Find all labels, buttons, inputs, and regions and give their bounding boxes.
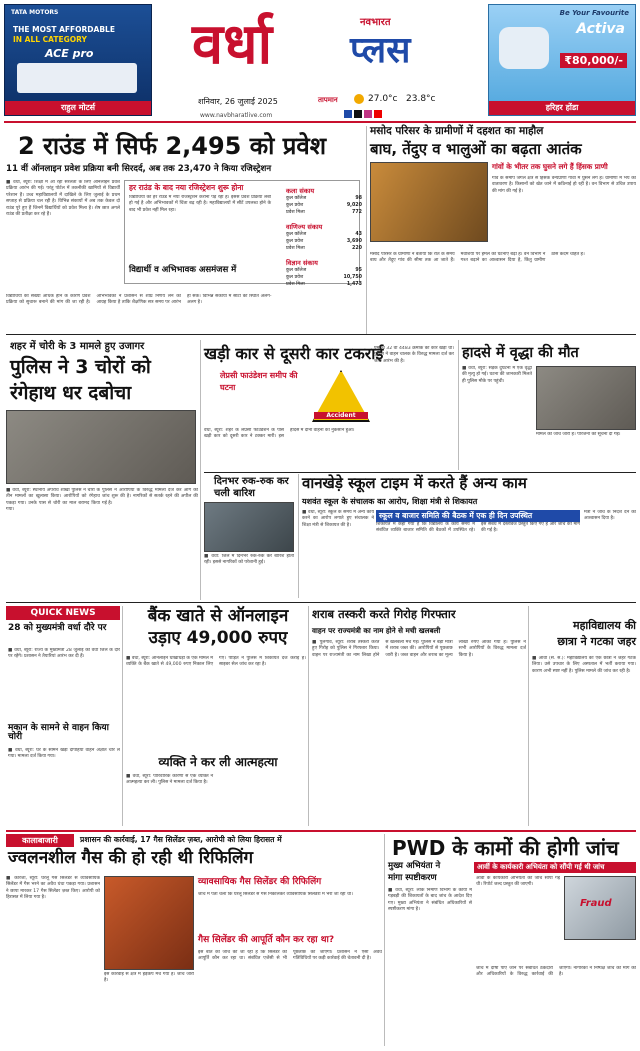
stat-value: 95 (355, 268, 362, 273)
masthead-title (160, 6, 470, 86)
column-divider (200, 340, 201, 600)
right-top-headline1: मसोद परिसर के ग्रामीणों में दहशत का माहौल (370, 125, 544, 137)
wankhede-headline: वानखेड़े स्कूल टाइम में करते हैं अन्य काम (302, 474, 527, 492)
kalabazari-sub2: गैस सिलेंडर की आपूर्ति कौन कर रहा था? (198, 935, 335, 945)
truck-photo (204, 502, 294, 552)
masthead-title-nav: नवभारत (360, 17, 391, 28)
stat-row (286, 281, 362, 288)
lead-quote: विद्यार्थी व अभिभावक असमंजस में (129, 265, 237, 275)
right-top-headline2: बाघ, तेंदुए व भालुओं का बढ़ता आतंक (370, 140, 582, 158)
ad-left[interactable] (4, 4, 152, 116)
mahavidyalaya-headline1: महाविद्यालय की (573, 619, 636, 632)
kalabazari-sub1-body: जांच में पता चला कि घरेलू सिलेंडर से गैस निकालकर व्यावसायिक सिलेंडरों में भरी जा रही थी। (198, 892, 353, 897)
instagram-icon[interactable] (364, 110, 372, 118)
hadse-headline: हादसे में वृद्धा की मौत (462, 345, 579, 361)
pwd-body3: जांच में दोषी पाए जाने पर संबंधित ठेकेदारों और अधिकारियों के विरुद्ध कार्रवाई की जाएगी। नागरिकों ने निष्पक्ष जांच की मांग की है। (476, 966, 636, 978)
right-top-sub: गांवों के भीतर तक घुसने लगे हैं हिंसक प्राणी (492, 162, 608, 171)
kalabazari-sub1: व्यावसायिक गैस सिलेंडर की रिफिलिंग (198, 877, 322, 887)
tiger-photo (370, 162, 488, 242)
stat-label: कुल प्रवेश (286, 203, 304, 208)
sharab-headline: शराब तस्करी करते गिरोह गिरफ्तार (312, 607, 456, 621)
pwd-body: ■ वर्धा, ब्यूरो: लोक निर्माण विभाग के कार्यों में गड़बड़ी की शिकायतों के बाद जांच के आदेश दिए गए। मुख्य अभियंता ने संबंधित अधिकारियों से स्पष्टीकरण मांगा है। (388, 888, 472, 913)
column-divider (366, 126, 367, 334)
wankhede-box: स्कूल व बाजार समिति की बैठक में एक ही दिन उपस्थित (376, 510, 580, 522)
ad-price: ₹80,000/- (560, 53, 627, 68)
bank-sub: व्यक्ति ने कर ली आत्महत्या (158, 755, 278, 769)
mahavidyalaya-headline2: छात्रा ने गटका जहर (557, 635, 636, 648)
column-divider (298, 474, 299, 598)
pwd-sub: आर्वी के कार्यकारी अभियंता को सौंपी गई थी जांच (474, 862, 636, 873)
chori-headline1: शहर में चोरी के 3 मामले हुए उजागर (10, 341, 145, 352)
lead-box-title: हर राउंड के बाद नया रजिस्ट्रेशन शुरू होना (129, 183, 244, 192)
kalabazari-headline: ज्वलनशील गैस की हो रही थी रिफिलिंग (8, 848, 254, 868)
stat-value: 220 (351, 246, 362, 251)
stat-label: प्रवेश मिला (286, 282, 305, 287)
column-divider (122, 606, 123, 826)
stat-label: कुल कॉलेज (286, 196, 307, 201)
lead-subhead: 11 वीं ऑनलाइन प्रवेश प्रक्रिया बनी सिरदर्द, अब तक 23,470 ने किया रजिस्ट्रेशन (6, 164, 272, 174)
kala-title: कला संकाय (286, 187, 315, 195)
bank-headline1: बैंक खाते से ऑनलाइन (147, 606, 289, 626)
stat-value: 9,020 (346, 203, 362, 208)
hadse-photo (536, 366, 636, 430)
masthead-divider (4, 121, 636, 123)
sun-icon (354, 94, 364, 104)
bank-body: ■ वर्धा, ब्यूरो: ऑनलाइन धोखाधड़ी के एक मामले में व्यक्ति के बैंक खाते से 49,000 रुपए निकाल लिए गए। पीड़ित ने पुलिस में शिकायत दर्ज कराई है। साइबर सेल जांच कर रहा है। (126, 656, 306, 668)
stat-row (286, 209, 362, 216)
ad-scooter-image (499, 27, 549, 69)
stat-row (286, 267, 362, 274)
stat-value: 43 (355, 232, 362, 237)
lead-body-lower: विद्यार्थियों की संख्या अधिक होने के कारण प्रवेश प्रक्रिया को सुचारू बनाने की मांग की जा रही है। अभिभावकों ने प्रशासन से शीघ्र निर्णय लेने का आग्रह किया है ताकि शैक्षणिक सत्र समय पर आरंभ हो सके। विभिन्न संकायों में सीटों की स्थिति अलग-अलग है। (6, 294, 272, 306)
kaar-sub: लेप्रसी फाउंडेशन समीप की घटना (220, 371, 298, 392)
vigyan-title: विज्ञान संकाय (286, 259, 318, 267)
chori-body: ■ वर्धा, ब्यूरो: स्थानीय अपराध शाखा पुलिस ने चोरी के तीन मामलों का खुलासा किया। आरोपियों को रंगेहाथ पकड़ा गया। उनके पास से चोरी का माल बरामद किया गया। (6, 488, 100, 513)
masthead-temp-label: तापमान (318, 96, 338, 104)
wankhede-body3: मंत्री ने जांच के निर्देश देने का आश्वासन दिया है। (584, 510, 636, 522)
stat-row (286, 238, 362, 245)
truck-body: ■ वर्धा: जिले में दिनभर रुक-रुक कर बारिश होती रही। इससे नागरिकों को परेशानी हुई। (204, 554, 294, 566)
ad-line2: IN ALL CATEGORY (13, 35, 87, 44)
lead-body-col1: ■ वर्धा, ब्यूरो: शिक्षा में आ रही सरलता के लिए ऑनलाइन प्रवेश प्रक्रिया आरंभ की गई। परंतु पोर्टल में तकनीकी खामियों से विद्यार्थी परेशान हैं। उच्च महाविद्यालयों में दाखिले के लिए जुलाई के प्रथम सप्ताह से प्रक्रिया चल रही है। विभिन्न संकायों में अब तक केवल दो राउंड पूरे हुए हैं जिनमें विद्यार्थियों को प्रवेश मिला है। शेष छात्र अगले राउंड की प्रतीक्षा कर रहे हैं। (6, 180, 120, 218)
stat-row (286, 202, 362, 209)
truck-headline: दिनभर रुक-रुक कर चली बारिश (214, 476, 289, 499)
stat-value: 1,473 (346, 282, 362, 287)
stat-row (286, 195, 362, 202)
kaar-headline: खड़ी कार से दूसरी कार टकराई (204, 344, 384, 363)
kalabazari-kicker: प्रशासन की कार्रवाई, 17 गैस सिलेंडर ज़ब्त, आरोपी को लिया हिरासत में (80, 835, 282, 844)
facebook-icon[interactable] (344, 110, 352, 118)
chori-headline3: रंगेहाथ धर दबोचा (10, 382, 132, 404)
kaar-body-right: एमएच 32 वी 4483 क्रमांक की कार खड़ी थी। पुलिस ने वाहन चालक के विरुद्ध मामला दर्ज कर जांच आरंभ की है। (374, 346, 454, 364)
chori-body2: पुलिस ने आरोपियों के विरुद्ध मामला दर्ज कर आगे की जांच शुरू की है। नागरिकों से सतर्क रहने की अपील की गई है। (102, 488, 198, 506)
stat-row (286, 245, 362, 252)
wankhede-body2: शिकायत में कहा गया है कि विद्यालय के कार्य समय में संबंधित व्यक्ति बाजार समिति की बैठकों में उपस्थित रहे। इस संबंध में दस्तावेज प्रस्तुत किए गए हैं और जांच की मांग की गई है। (376, 522, 580, 534)
wankhede-sub: यशवंत स्कूल के संचालक का आरोप, शिक्षा मंत्री से शिकायत (302, 497, 478, 506)
accident-label: Accident (314, 412, 368, 419)
lead-headline: 2 राउंड में सिर्फ 2,495 को प्रवेश (18, 132, 327, 160)
divider (366, 334, 636, 335)
ad-dealer: राहुल मोटर्स (5, 101, 151, 115)
column-divider (384, 834, 385, 1046)
social-icons[interactable] (344, 110, 382, 118)
x-icon[interactable] (354, 110, 362, 118)
quick-news-label: QUICK NEWS (6, 606, 120, 620)
fraud-label: Fraud (580, 898, 612, 909)
masthead-title-right: प्लस (350, 30, 411, 71)
ad-truck-image (17, 63, 137, 93)
wankhede-body: ■ वर्धा, ब्यूरो: स्कूल के समय में अन्य कार्य करने का आरोप लगाते हुए संचालक ने शिक्षा मंत्री से शिकायत की है। (302, 510, 374, 528)
ad-tagline: Be Your Favourite (559, 9, 629, 17)
stat-label: कुल प्रवेश (286, 239, 304, 244)
kalabazari-sub2-body: इस बात की जांच की जा रही है कि सिलेंडर की आपूर्ति कौन कर रहा था। संबंधित एजेंसी से भी पूछताछ की जाएगी। प्रशासन ने ऐसी अवैध गतिविधियों पर कड़ी कार्रवाई की चेतावनी दी है। (198, 950, 382, 962)
chori-photo (6, 410, 196, 484)
bank-headline2: उड़ाए 49,000 रुपए (148, 628, 288, 648)
stat-row (286, 231, 362, 238)
quick-item2: मकान के सामने से वाहन किया चोरी (8, 723, 109, 743)
masthead-temp-max: 27.0°c (368, 94, 398, 104)
stat-label: कुल कॉलेज (286, 232, 307, 237)
stat-value: 3,690 (346, 239, 362, 244)
column-divider (458, 340, 459, 470)
stat-value: 98 (355, 196, 362, 201)
kalabazari-body: ■ कारंजा, ब्यूरो: घरेलू गैस सिलेंडर से व्यावसायिक सिलेंडर में गैस भरने का अवैध धंधा पकड़ा गया। प्रशासन ने छापा मारकर 17 गैस सिलेंडर ज़ब्त किए। आरोपी को हिरासत में लिया गया है। (6, 876, 100, 901)
masthead-temp-min: 23.8°c (406, 94, 436, 104)
right-top-body2: मसोद परिसर के ग्रामीणों ने बताया कि रात के समय बाघ और तेंदुए गांव की सीमा तक आ जाते हैं। मवेशियों पर हमले की घटनाएं बढ़ी हैं। वन विभाग ने गश्त बढ़ाने का आश्वासन दिया है, किंतु ग्रामीण ठोस कदम चाहते हैं। (370, 252, 585, 264)
ad-line1: THE MOST AFFORDABLE (13, 25, 115, 34)
kalabazari-body2: इस कार्रवाई से क्षेत्र में हड़कंप मच गया है। जांच जारी है। (104, 972, 194, 984)
chori-headline2: पुलिस ने 3 चोरों को (10, 356, 151, 378)
vanijya-title: वाणिज्य संकाय (286, 223, 323, 231)
lead-stats (286, 186, 362, 288)
mahavidyalaya-body: ■ आर्वी (स. सं.): महाविद्यालय की एक छात्रा ने जहर गटक लिया। उसे उपचार के लिए अस्पताल में भर्ती कराया गया। कारण अभी स्पष्ट नहीं है। पुलिस मामले की जांच कर रही है। (532, 656, 636, 674)
ad-model: ACE pro (45, 47, 94, 60)
divider (204, 472, 636, 473)
lead-box-text: विद्यार्थियों को हर राउंड में नया रजिस्ट्रेशन कराना पड़ रहा है। इससे प्रवेश प्रक्रिया लंबी हो गई है और अभिभावकों में चिंता बढ़ रही है। महाविद्यालयों में सीटें उपलब्ध होने के बाद भी प्रवेश नहीं मिल रहा। (129, 195, 271, 213)
pwd-kicker2: मांगा स्पष्टीकरण (388, 873, 437, 883)
pwd-kicker1: मुख्य अभियंता ने (388, 861, 441, 871)
masthead-title-left: वर्धा (192, 12, 273, 77)
masthead-website[interactable]: www.navbharatlive.com (200, 112, 273, 119)
kalabazari-tag: कालाबाजारी (6, 834, 74, 847)
divider (6, 830, 636, 832)
right-top-body: गांव के समीप जंगल क्षेत्र से हिंसक वन्यप्राणी गांवों में घुसने लगे हैं। ग्रामीणों में भय का वातावरण है। किसानों को खेत जाने में कठिनाई हो रही है। वन विभाग से उचित उपाय की मांग की गई है। (492, 176, 636, 194)
divider (6, 334, 366, 335)
ad-brand: TATA MOTORS (11, 9, 59, 16)
bank-sub-body: ■ वर्धा, ब्यूरो: पारिवारिक कारणों से एक व्यक्ति ने आत्महत्या कर ली। पुलिस ने मामला दर्ज किया है। (126, 774, 213, 786)
quick-item1: 28 को मुख्यमंत्री वर्धा दौरे पर (8, 623, 107, 633)
ad-right[interactable] (488, 4, 636, 116)
ad-model: Activa (576, 21, 625, 37)
pwd-headline: PWD के कामों की होगी जांच (392, 836, 619, 860)
stat-value: 10,750 (343, 275, 362, 280)
column-divider (308, 606, 309, 826)
pwd-body2: आर्वी के कार्यकारी अभियंता को जांच सौंपी गई थी। रिपोर्ट जल्द प्रस्तुत की जाएगी। (476, 876, 560, 888)
column-divider (528, 606, 529, 826)
ad-dealer: हरिहर होंडा (489, 101, 635, 115)
stat-label: कुल कॉलेज (286, 268, 307, 273)
gas-cylinder-photo (104, 876, 194, 970)
hadse-body2: मामले की जांच जारी है। परिजनों को सूचना दी गई। (536, 432, 621, 437)
quick-body2: ■ वर्धा, ब्यूरो: घर के सामने खड़ा दोपहिया वाहन अज्ञात चोर ले गया। मामला दर्ज किया गया। (8, 748, 120, 760)
hadse-body: ■ वर्धा, ब्यूरो: सड़क दुर्घटना में एक वृद्धा की मृत्यु हो गई। घटना की जानकारी मिलते ही पुलिस मौके पर पहुंची। (462, 366, 532, 384)
youtube-icon[interactable] (374, 110, 382, 118)
divider (6, 602, 636, 603)
stat-row (286, 274, 362, 281)
stat-label: प्रवेश मिला (286, 246, 305, 251)
kaar-body: वर्धा, ब्यूरो: शहर के लेप्रसी फाउंडेशन के पास खड़ी कार को दूसरी कार ने टक्कर मारी। इस हादसे में दोनों वाहनों का नुकसान हुआ। (204, 428, 355, 440)
stat-label: कुल प्रवेश (286, 275, 304, 280)
stat-label: प्रवेश मिला (286, 210, 305, 215)
masthead-date: शनिवार, 26 जुलाई 2025 (198, 97, 278, 106)
sharab-sub: वाहन पर राज्यमंत्री का नाम होने से मची खलबली (312, 626, 441, 635)
sharab-body: ■ पुलगांव, ब्यूरो: शराब तस्करी करते हुए गिरोह को पुलिस ने गिरफ्तार किया। वाहन पर राज्यमंत्री का नाम लिखा होने से खलबली मच गई। पुलिस ने बड़ी मात्रा में शराब जब्त की। आरोपियों से पूछताछ जारी है। जब्त वाहन और शराब का मूल्य लाखों रुपए आंका गया है। पुलिस ने सभी आरोपियों के विरुद्ध मामला दर्ज किया है। (312, 640, 526, 658)
quick-body1: ■ वर्धा, ब्यूरो: राज्य के मुख्यमंत्री 28 जुलाई को वर्धा जिले के दौरे पर रहेंगे। प्रशासन ने तैयारियां आरंभ कर दी हैं। (8, 648, 120, 660)
stat-value: 772 (351, 210, 362, 215)
